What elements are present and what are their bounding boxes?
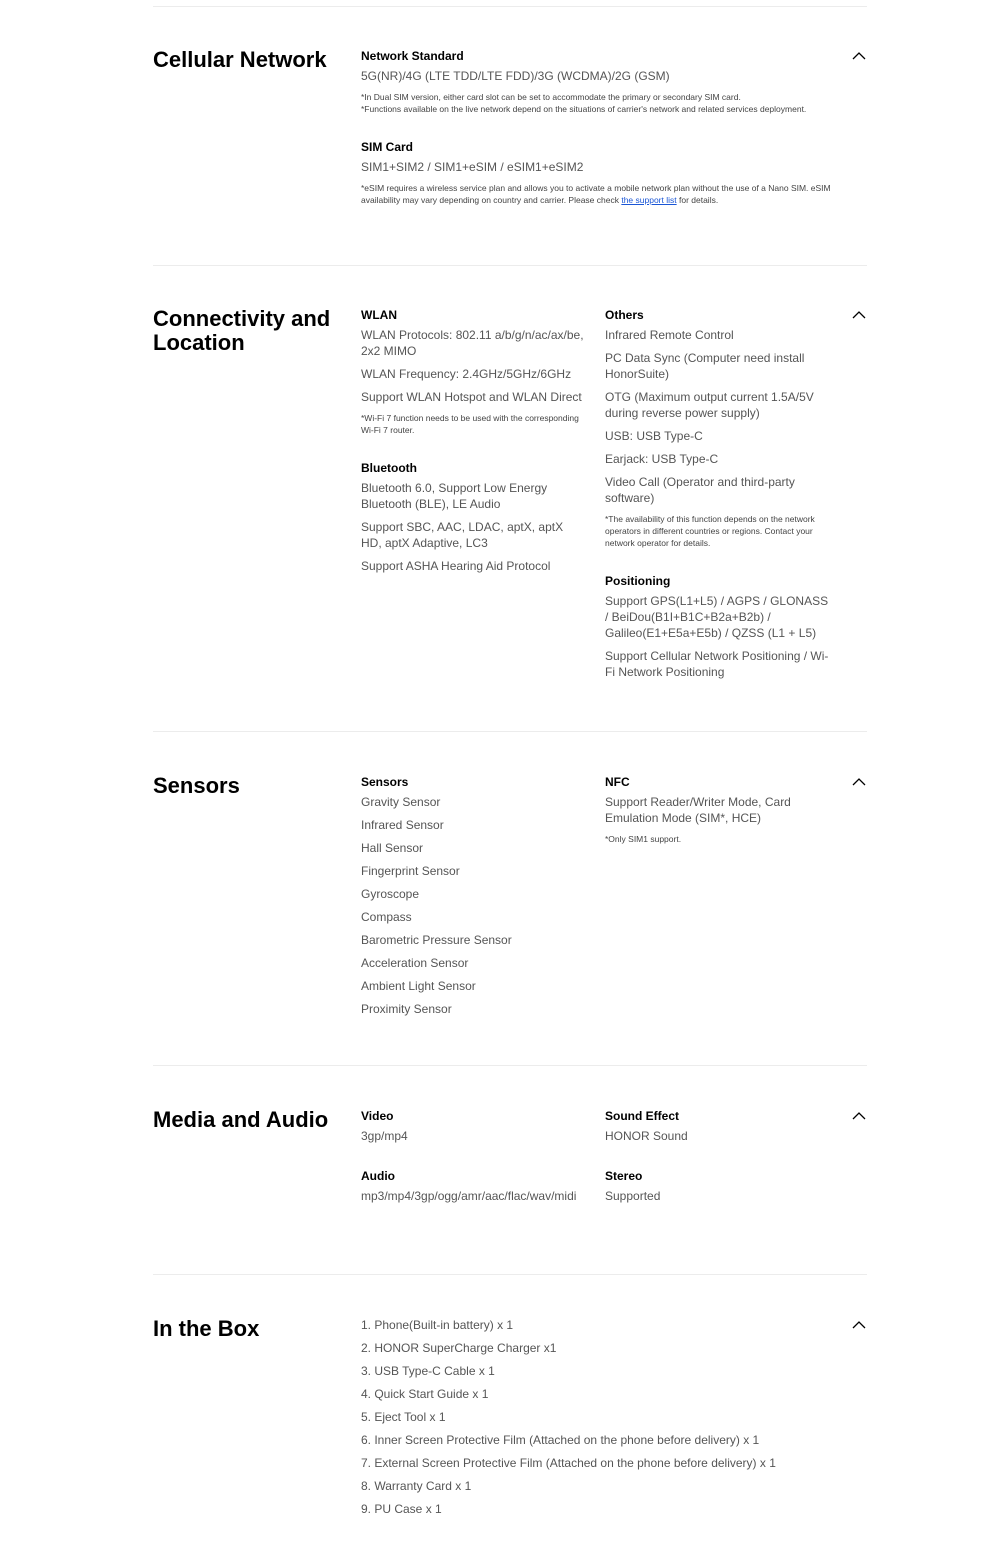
spec-sound-effect bbox=[605, 1108, 830, 1144]
spec-note: *Wi-Fi 7 function needs to be used with the corresponding Wi-Fi 7 router. bbox=[361, 413, 579, 435]
box-item: 8. Warranty Card x 1 bbox=[361, 1479, 472, 1493]
spec-value: SIM1+SIM2 / SIM1+eSIM / eSIM1+eSIM2 bbox=[361, 160, 584, 174]
spec-stereo bbox=[605, 1168, 830, 1204]
spec-positioning bbox=[605, 573, 830, 680]
spec-video bbox=[361, 1108, 586, 1144]
sensor-item: Gyroscope bbox=[361, 887, 420, 901]
section-title: Sensors bbox=[153, 773, 240, 798]
spec-value: HONOR Sound bbox=[605, 1129, 688, 1143]
spec-title: Audio bbox=[361, 1169, 395, 1183]
box-item: 5. Eject Tool x 1 bbox=[361, 1410, 446, 1424]
sensors-col-left bbox=[361, 774, 586, 1041]
box-item: 2. HONOR SuperCharge Charger x1 bbox=[361, 1341, 557, 1355]
box-item: 9. PU Case x 1 bbox=[361, 1502, 442, 1516]
box-item: 6. Inner Screen Protective Film (Attached on the phone before delivery) x 1 bbox=[361, 1433, 760, 1447]
spec-note: *The availability of this function depends on the network operators in different countries or regions. Contact your network operator for details. bbox=[605, 514, 815, 548]
note-text: *eSIM requires a wireless service plan and allows you to activate a mobile network plan without the use of a Nano SIM. eSIM availability may vary depending on country and carrier. Please check bbox=[361, 183, 831, 205]
spec-audio bbox=[361, 1168, 586, 1204]
spec-title: WLAN bbox=[361, 308, 397, 322]
connectivity-col-right bbox=[605, 307, 830, 704]
section-title: In the Box bbox=[153, 1316, 260, 1341]
spec-value: Support GPS(L1+L5) / AGPS / GLONASS / BeiDou(B1I+B1C+B2a+B2b) / Galileo(E1+E5a+E5b) / QZSS (L1 + L5) bbox=[605, 594, 829, 640]
spec-value: USB: USB Type-C bbox=[605, 429, 703, 443]
collapse-button[interactable] bbox=[851, 1108, 867, 1124]
sensor-item: Gravity Sensor bbox=[361, 795, 441, 809]
spec-value: Support Reader/Writer Mode, Card Emulation Mode (SIM*, HCE) bbox=[605, 795, 791, 825]
spec-value: WLAN Protocols: 802.11 a/b/g/n/ac/ax/be, 2x2 MIMO bbox=[361, 328, 584, 358]
top-divider bbox=[153, 6, 867, 7]
spec-value: mp3/mp4/3gp/ogg/amr/aac/flac/wav/midi bbox=[361, 1189, 577, 1203]
spec-network-standard bbox=[361, 48, 831, 115]
spec-bluetooth bbox=[361, 460, 586, 574]
chevron-up-icon bbox=[852, 1321, 866, 1329]
spec-nfc bbox=[605, 774, 830, 845]
chevron-up-icon bbox=[852, 778, 866, 786]
spec-others bbox=[605, 307, 830, 549]
section-divider bbox=[153, 1274, 867, 1275]
chevron-up-icon bbox=[852, 52, 866, 60]
sensor-item: Hall Sensor bbox=[361, 841, 424, 855]
spec-note: *In Dual SIM version, either card slot can be set to accommodate the primary or secondary SIM card. bbox=[361, 92, 741, 102]
collapse-button[interactable] bbox=[851, 774, 867, 790]
media-col-left bbox=[361, 1108, 586, 1228]
spec-value: 3gp/mp4 bbox=[361, 1129, 408, 1143]
spec-wlan bbox=[361, 307, 586, 436]
spec-title: Sound Effect bbox=[605, 1109, 679, 1123]
sensor-item: Infrared Sensor bbox=[361, 818, 444, 832]
spec-title: Positioning bbox=[605, 574, 671, 588]
note-text: for details. bbox=[676, 195, 719, 205]
spec-note bbox=[361, 182, 831, 206]
spec-title: SIM Card bbox=[361, 140, 414, 154]
collapse-button[interactable] bbox=[851, 48, 867, 64]
connectivity-col-left bbox=[361, 307, 586, 598]
box-item: 3. USB Type-C Cable x 1 bbox=[361, 1364, 495, 1378]
spec-value: Support Cellular Network Positioning / Wi-Fi Network Positioning bbox=[605, 649, 829, 679]
section-title: Cellular Network bbox=[153, 47, 327, 72]
spec-value: Video Call (Operator and third-party software) bbox=[605, 475, 795, 505]
spec-value: Earjack: USB Type-C bbox=[605, 452, 719, 466]
collapse-button[interactable] bbox=[851, 1317, 867, 1333]
section-divider bbox=[153, 731, 867, 732]
spec-note: *Functions available on the live network depend on the situations of carrier's network and related services deployment. bbox=[361, 104, 807, 114]
chevron-up-icon bbox=[852, 311, 866, 319]
spec-title: Sensors bbox=[361, 775, 409, 789]
spec-sensors bbox=[361, 774, 586, 1017]
spec-title: Video bbox=[361, 1109, 394, 1123]
spec-value: Supported bbox=[605, 1189, 661, 1203]
section-title: Connectivity and Location bbox=[153, 306, 331, 355]
box-item: 4. Quick Start Guide x 1 bbox=[361, 1387, 489, 1401]
spec-title: NFC bbox=[605, 775, 630, 789]
sensor-item: Proximity Sensor bbox=[361, 1002, 452, 1016]
spec-title: Network Standard bbox=[361, 49, 464, 63]
sensor-item: Ambient Light Sensor bbox=[361, 979, 476, 993]
spec-value: Support ASHA Hearing Aid Protocol bbox=[361, 559, 551, 573]
sensor-item: Fingerprint Sensor bbox=[361, 864, 460, 878]
sensor-item: Compass bbox=[361, 910, 412, 924]
cellular-specs bbox=[361, 48, 831, 230]
spec-value: Bluetooth 6.0, Support Low Energy Bluetooth (BLE), LE Audio bbox=[361, 481, 548, 511]
spec-value: 5G(NR)/4G (LTE TDD/LTE FDD)/3G (WCDMA)/2G (GSM) bbox=[361, 69, 670, 83]
spec-sim-card bbox=[361, 139, 831, 206]
spec-note: *Only SIM1 support. bbox=[605, 834, 682, 844]
sensors-col-right bbox=[605, 774, 830, 869]
box-contents bbox=[361, 1317, 831, 1524]
support-list-link[interactable]: the support list bbox=[621, 195, 677, 205]
spec-value: Support WLAN Hotspot and WLAN Direct bbox=[361, 390, 582, 404]
box-item: 1. Phone(Built-in battery) x 1 bbox=[361, 1318, 514, 1332]
spec-value: Support SBC, AAC, LDAC, aptX, aptX HD, aptX Adaptive, LC3 bbox=[361, 520, 564, 550]
spec-value: Infrared Remote Control bbox=[605, 328, 734, 342]
spec-value: WLAN Frequency: 2.4GHz/5GHz/6GHz bbox=[361, 367, 572, 381]
section-title: Media and Audio bbox=[153, 1107, 329, 1132]
media-col-right bbox=[605, 1108, 830, 1228]
spec-title: Bluetooth bbox=[361, 461, 417, 475]
section-divider bbox=[153, 265, 867, 266]
spec-title: Stereo bbox=[605, 1169, 643, 1183]
spec-value: OTG (Maximum output current 1.5A/5V during reverse power supply) bbox=[605, 390, 814, 420]
chevron-up-icon bbox=[852, 1112, 866, 1120]
sensor-item: Acceleration Sensor bbox=[361, 956, 469, 970]
spec-value: PC Data Sync (Computer need install HonorSuite) bbox=[605, 351, 805, 381]
collapse-button[interactable] bbox=[851, 307, 867, 323]
box-item: 7. External Screen Protective Film (Attached on the phone before delivery) x 1 bbox=[361, 1456, 776, 1470]
sensor-item: Barometric Pressure Sensor bbox=[361, 933, 512, 947]
spec-title: Others bbox=[605, 308, 644, 322]
section-divider bbox=[153, 1065, 867, 1066]
